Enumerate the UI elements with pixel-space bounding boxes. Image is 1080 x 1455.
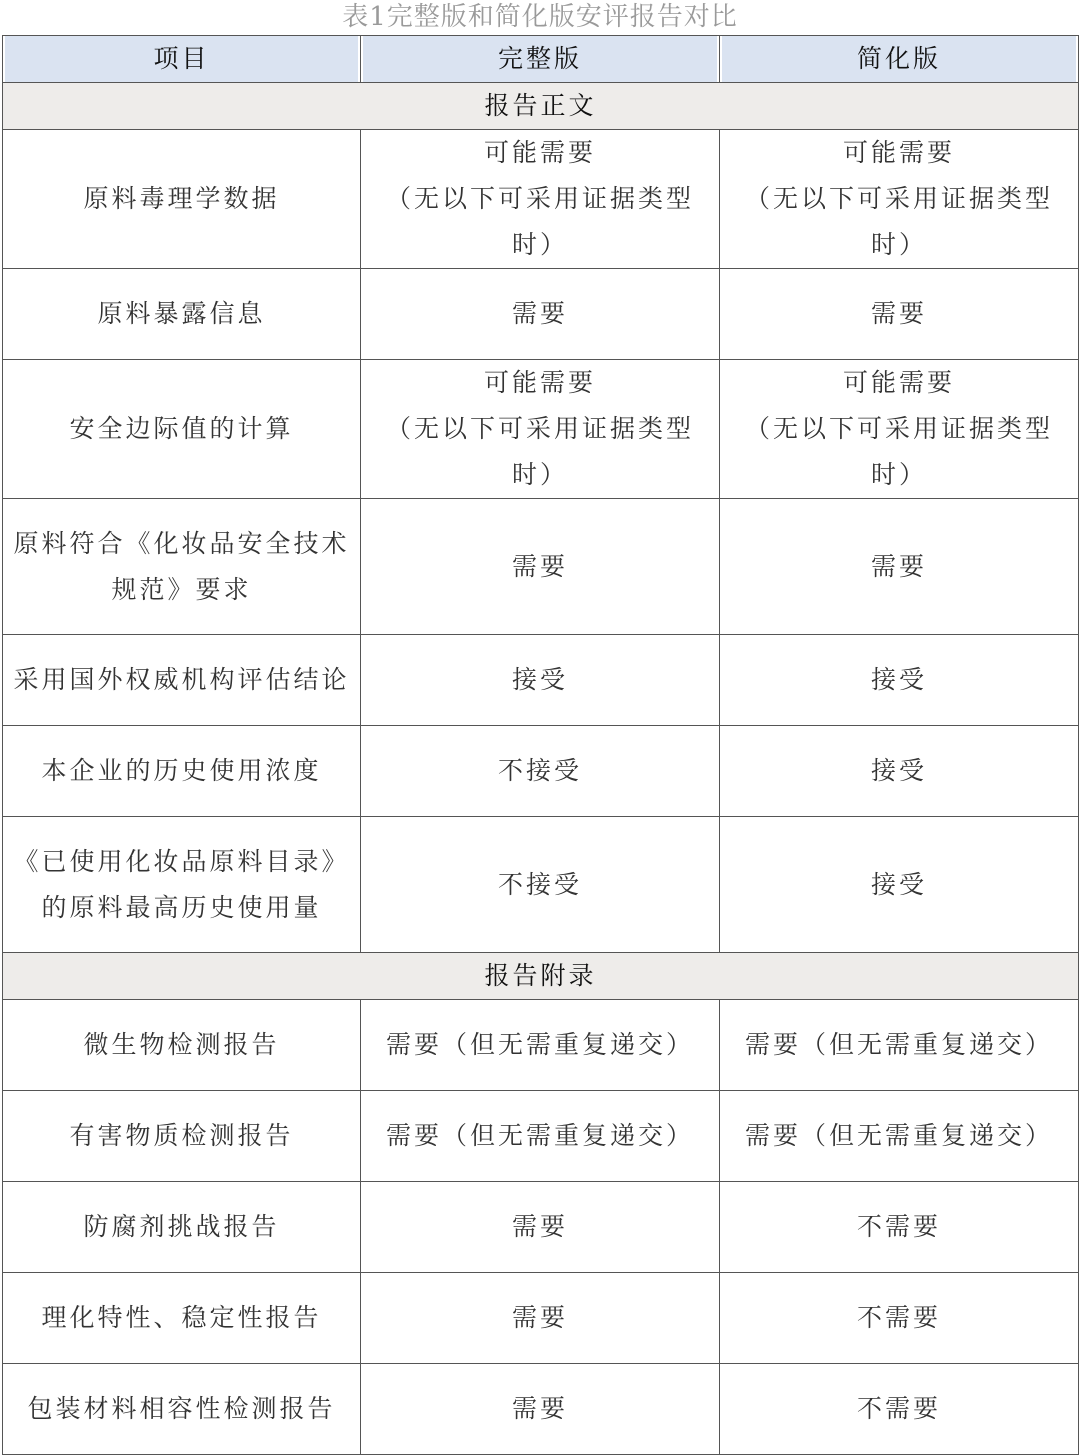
simple-cell: 需要 bbox=[720, 269, 1079, 360]
item-cell: 理化特性、稳定性报告 bbox=[3, 1273, 361, 1364]
full-cell bbox=[361, 130, 720, 269]
column-header-item: 项目 bbox=[3, 36, 361, 83]
table-row bbox=[3, 726, 1079, 817]
table-row bbox=[3, 1273, 1079, 1364]
simple-cell: 需要（但无需重复递交） bbox=[720, 1091, 1079, 1182]
cell-line: 可能需要 bbox=[842, 368, 955, 397]
table-row bbox=[3, 130, 1079, 269]
full-cell: 不接受 bbox=[361, 817, 720, 953]
simple-cell: 接受 bbox=[720, 635, 1079, 726]
full-cell: 需要 bbox=[361, 269, 720, 360]
full-cell: 需要（但无需重复递交） bbox=[361, 1091, 720, 1182]
full-cell: 需要 bbox=[361, 1182, 720, 1273]
simple-cell bbox=[720, 130, 1079, 269]
full-cell: 不接受 bbox=[361, 726, 720, 817]
section-row bbox=[3, 953, 1079, 1000]
simple-cell: 不需要 bbox=[720, 1182, 1079, 1273]
cell-line: （无以下可采用证据类型时） bbox=[744, 184, 1053, 259]
full-cell: 接受 bbox=[361, 635, 720, 726]
cell-line: 可能需要 bbox=[842, 138, 955, 167]
header-row bbox=[3, 36, 1079, 83]
simple-cell: 不需要 bbox=[720, 1364, 1079, 1455]
column-header-simple: 简化版 bbox=[720, 36, 1079, 83]
full-cell bbox=[361, 360, 720, 499]
section-title-body: 报告正文 bbox=[3, 83, 1079, 130]
cell-line: 可能需要 bbox=[483, 138, 596, 167]
simple-cell: 需要 bbox=[720, 499, 1079, 635]
item-cell: 微生物检测报告 bbox=[3, 1000, 361, 1091]
item-cell: 防腐剂挑战报告 bbox=[3, 1182, 361, 1273]
table-row bbox=[3, 1000, 1079, 1091]
simple-cell: 接受 bbox=[720, 726, 1079, 817]
full-cell: 需要 bbox=[361, 1273, 720, 1364]
item-cell: 《已使用化妆品原料目录》的原料最高历史使用量 bbox=[3, 817, 361, 953]
table-row bbox=[3, 1091, 1079, 1182]
comparison-table bbox=[2, 35, 1079, 1455]
cell-line: （无以下可采用证据类型时） bbox=[744, 414, 1053, 489]
full-cell: 需要（但无需重复递交） bbox=[361, 1000, 720, 1091]
item-cell: 安全边际值的计算 bbox=[3, 360, 361, 499]
cell-line: 可能需要 bbox=[483, 368, 596, 397]
simple-cell: 需要（但无需重复递交） bbox=[720, 1000, 1079, 1091]
item-cell: 采用国外权威机构评估结论 bbox=[3, 635, 361, 726]
item-cell: 原料毒理学数据 bbox=[3, 130, 361, 269]
simple-cell: 不需要 bbox=[720, 1273, 1079, 1364]
table-row bbox=[3, 635, 1079, 726]
section-title-appendix: 报告附录 bbox=[3, 953, 1079, 1000]
table-row bbox=[3, 1364, 1079, 1455]
item-cell: 有害物质检测报告 bbox=[3, 1091, 361, 1182]
table-row bbox=[3, 360, 1079, 499]
full-cell: 需要 bbox=[361, 499, 720, 635]
section-row bbox=[3, 83, 1079, 130]
full-cell: 需要 bbox=[361, 1364, 720, 1455]
item-cell: 本企业的历史使用浓度 bbox=[3, 726, 361, 817]
table-row bbox=[3, 269, 1079, 360]
table-row bbox=[3, 499, 1079, 635]
table-row bbox=[3, 817, 1079, 953]
column-header-full: 完整版 bbox=[361, 36, 720, 83]
table-caption: 表1完整版和简化版安评报告对比 bbox=[342, 2, 738, 32]
simple-cell bbox=[720, 360, 1079, 499]
cell-line: （无以下可采用证据类型时） bbox=[385, 184, 694, 259]
item-cell: 包装材料相容性检测报告 bbox=[3, 1364, 361, 1455]
simple-cell: 接受 bbox=[720, 817, 1079, 953]
cell-line: （无以下可采用证据类型时） bbox=[385, 414, 694, 489]
item-cell: 原料暴露信息 bbox=[3, 269, 361, 360]
item-cell: 原料符合《化妆品安全技术规范》要求 bbox=[3, 499, 361, 635]
table-row bbox=[3, 1182, 1079, 1273]
